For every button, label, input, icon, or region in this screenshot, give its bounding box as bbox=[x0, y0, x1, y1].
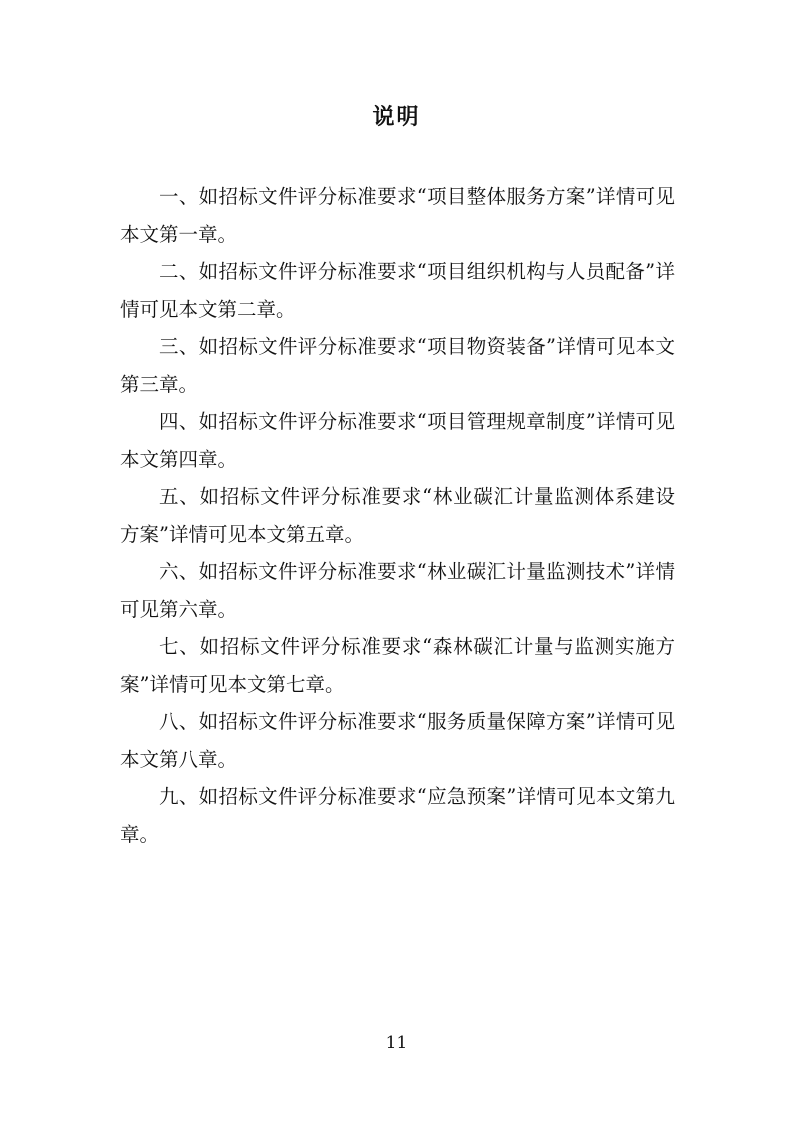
paragraph-7: 七、如招标文件评分标准要求“森林碳汇计量与监测实施方案”详情可见本文第七章。 bbox=[120, 635, 675, 696]
paragraph-6: 六、如招标文件评分标准要求“林业碳汇计量监测技术”详情可见第六章。 bbox=[120, 560, 675, 621]
page-number: 11 bbox=[385, 1033, 408, 1053]
paragraph-2: 二、如招标文件评分标准要求“项目组织机构与人员配备”详情可见本文第二章。 bbox=[120, 260, 675, 321]
paragraph-8: 八、如招标文件评分标准要求“服务质量保障方案”详情可见本文第八章。 bbox=[120, 710, 675, 771]
paragraph-5: 五、如招标文件评分标准要求“林业碳汇计量监测体系建设方案”详情可见本文第五章。 bbox=[120, 485, 675, 546]
paragraph-4: 四、如招标文件评分标准要求“项目管理规章制度”详情可见本文第四章。 bbox=[120, 410, 675, 471]
explanation-body bbox=[120, 178, 675, 853]
page-title: 说明 bbox=[372, 104, 421, 130]
paragraph-9: 九、如招标文件评分标准要求“应急预案”详情可见本文第九章。 bbox=[120, 785, 675, 846]
paragraph-3: 三、如招标文件评分标准要求“项目物资装备”详情可见本文第三章。 bbox=[120, 335, 675, 396]
paragraph-1: 一、如招标文件评分标准要求“项目整体服务方案”详情可见本文第一章。 bbox=[120, 185, 675, 246]
